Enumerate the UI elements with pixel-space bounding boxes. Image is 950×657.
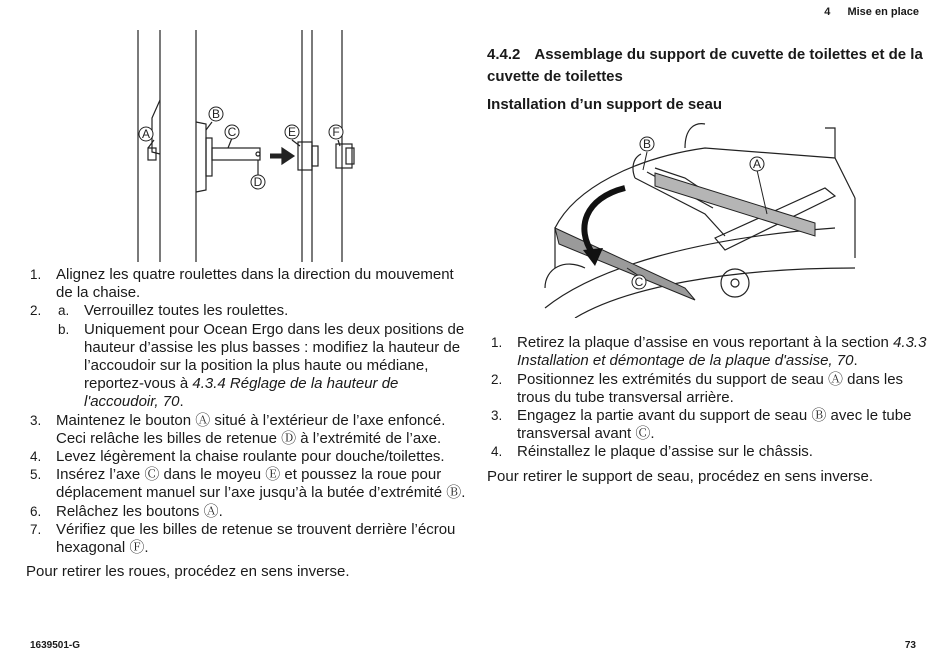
- list-item: 6. Relâchez les boutons Ⓐ.: [30, 502, 223, 520]
- bucket-support-illustration: [535, 118, 867, 318]
- page-header: [824, 6, 919, 18]
- callout-e: E: [287, 125, 297, 139]
- closing-note: Pour retirer les roues, procédez en sens inverse.: [26, 563, 350, 581]
- sub-item-a: a. Verrouillez toutes les roulettes.: [58, 302, 289, 320]
- closing-note: Pour retirer le support de seau, procédez en sens inverse.: [487, 467, 874, 485]
- list-item: 2. Positionnez les extrémités du support de seau Ⓐ dans les trous du tube transversal arrière.: [491, 370, 904, 406]
- callout-c: C: [227, 125, 237, 139]
- callout-d: D: [253, 175, 263, 189]
- callout-c: C: [634, 275, 644, 289]
- subheading: Installation d’un support de seau: [487, 96, 723, 113]
- cross-reference-link[interactable]: 4.3.3 Installation et démontage de la plaque d'assise, 70: [517, 334, 927, 370]
- callout-f: F: [332, 125, 340, 139]
- document-id: 1639501-G: [30, 640, 81, 651]
- wheel-axle-illustration: [132, 30, 368, 262]
- section-heading: [487, 44, 927, 88]
- callout-b: B: [642, 137, 652, 151]
- list-item: 7. Vérifiez que les billes de retenue se trouvent derrière l’écrou hexagonal Ⓕ.: [30, 520, 456, 557]
- callout-b: B: [211, 107, 221, 121]
- list-item: 1. Alignez les quatre roulettes dans la direction du mouvement de la chaise.: [30, 266, 454, 302]
- chapter-title: Mise en place: [847, 6, 919, 18]
- section-number: 4.4.2: [487, 46, 521, 63]
- chapter-number: 4: [824, 6, 831, 18]
- list-item: 1. Retirez la plaque d’assise en vous reportant à la section 4.3.3 Installation et démontage de la plaque d'assise, 70.: [491, 334, 927, 370]
- list-item: 3. Engagez la partie avant du support de seau Ⓑ avec le tube transversal avant Ⓒ.: [491, 407, 912, 443]
- left-column: [26, 266, 466, 581]
- callout-a: A: [141, 127, 151, 141]
- list-item: 4. Levez légèrement la chaise roulante pour douche/toilettes.: [30, 448, 445, 466]
- list-item: 5. Insérez l’axe Ⓒ dans le moyeu Ⓔ et poussez la roue pour déplacement manuel sur l’axe jusqu’à la butée d’extrémité Ⓑ.: [30, 466, 466, 502]
- page-number: 73: [904, 640, 916, 651]
- callout-a: A: [752, 157, 762, 171]
- sub-item-b: b. Uniquement pour Ocean Ergo dans les deux positions de hauteur d’assise les plus basses : modifiez la hauteur de l’accoudoir sur la position la plus haute ou médiane, reportez-vous à 4.3.4 Réglage de la hauteur de l'accoudoir, 70.: [58, 320, 465, 411]
- cross-reference-link[interactable]: 4.3.4 Réglage de la hauteur de l'accoudoir, 70: [84, 375, 399, 411]
- list-item: 4. Réinstallez le plaque d’assise sur le châssis.: [491, 443, 813, 461]
- section-title: Assemblage du support de cuvette de toilettes et de la cuvette de toilettes: [487, 46, 923, 85]
- list-item: 3. Maintenez le bouton Ⓐ situé à l’extérieur de l’axe enfoncé. Ceci relâche les billes de retenue Ⓓ à l’extrémité de l’axe.: [30, 411, 446, 447]
- list-item: 2. a. Verrouillez toutes les roulettes. b. Uniquement pour Ocean Ergo dans les deux positions de hauteur d’assise les plus basses : modifiez la hauteur de l’accoudoir sur la position la plus haute ou médiane, reportez-vous à 4.3.4 Réglage de la hauteur de l'accoudoir, 70.: [26, 302, 466, 411]
